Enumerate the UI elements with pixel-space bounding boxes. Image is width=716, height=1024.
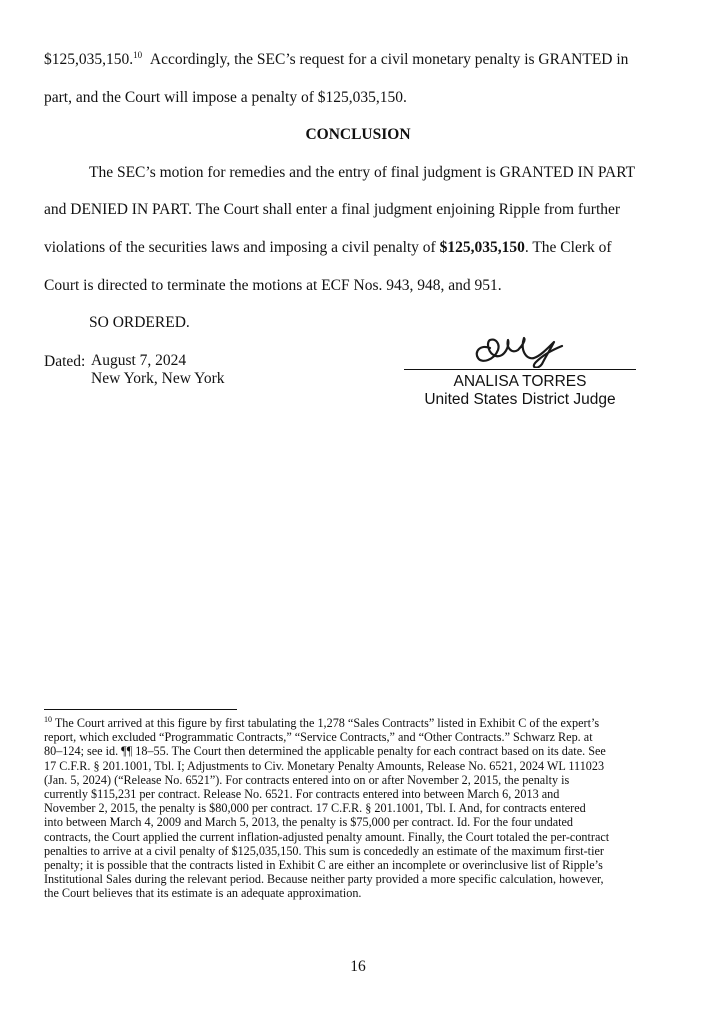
para2-line1: The SEC’s motion for remedies and the entry of final judgment is GRANTED IN PART: [89, 164, 636, 181]
footnote-line: $^{10}$ The Court arrived at this figure by first tabulating the 1,278 “Sales Contracts” listed in Exhibit C of the expert’s: [44, 714, 600, 730]
footnote-line: contracts, the Court applied the current inflation-adjusted penalty amount. Finally, the Court totaled the per-contract: [44, 829, 610, 844]
signature-line: [404, 369, 636, 370]
footnote-line: (Jan. 5, 2024) (“Release No. 6521”). For contracts entered into on or after November 2, 2015, the penalty is: [44, 772, 570, 787]
footnote-line: report, which excluded “Programmatic Contracts,” “Service Contracts,” and “Other Contracts.” Schwarz Rep. at: [44, 730, 593, 745]
footnote-line: penalty; it is possible that the contracts listed in Exhibit C are either an incomplete or overinclusive list of Ripple’s: [44, 858, 603, 873]
so-ordered: SO ORDERED.: [89, 314, 190, 331]
judge-title: United States District Judge: [424, 391, 616, 408]
footnote-line: currently $115,231 per contract. Release No. 6521. For contracts entered into between March 6, 2013 and: [44, 787, 560, 802]
footnote-ref-10[interactable]: 10: [133, 49, 143, 60]
footnote-10: [44, 716, 674, 901]
footnote-line: 17 C.F.R. § 201.1001, Tbl. I; Adjustments to Civ. Monetary Penalty Amounts, Release No. 6521, 2024 WL 111023: [44, 758, 605, 773]
footnote-line: 80–124; see id. ¶¶ 18–55. The Court then determined the applicable penalty for each contract based on its date. See: [44, 744, 606, 759]
page-number: 16: [350, 958, 366, 975]
para1-line2: part, and the Court will impose a penalty of $125,035,150.: [44, 89, 407, 106]
footnote-line: penalties to arrive at a civil penalty of $125,035,150. This sum is concededly an estimate of the maximum first-tier: [44, 843, 604, 858]
para1-text: Accordingly, the SEC’s request for a civil monetary penalty is GRANTED in: [149, 51, 629, 68]
para1-amount: $125,035,150.: [44, 51, 134, 68]
footnote-marker: 10: [44, 714, 52, 724]
dated-label: Dated:: [44, 353, 86, 370]
footnote-line: into between March 4, 2009 and March 5, 2013, the penalty is $75,000 per contract. Id. For the four undated: [44, 815, 574, 830]
signature-block: [404, 320, 636, 410]
para2-line2: and DENIED IN PART. The Court shall enter a final judgment enjoining Ripple from further: [44, 201, 621, 218]
footnote-line: Institutional Sales during the relevant period. Because neither party provided a more specific calculation, however,: [44, 872, 604, 887]
conclusion-heading: CONCLUSION: [305, 126, 411, 143]
dated-block: [91, 352, 225, 388]
footnote-separator: [44, 709, 237, 710]
footnote-line: the Court believes that its estimate is an adequate approximation.: [44, 886, 362, 901]
para2-line3-tail: . The Clerk of: [524, 239, 612, 256]
handwritten-signature-icon: [460, 320, 570, 368]
penalty-amount-bold: $125,035,150: [439, 239, 525, 256]
para2-line3: [44, 238, 612, 258]
footnote-line: November 2, 2015, the penalty is $80,000 per contract. 17 C.F.R. § 201.1001, Tbl. I. And, for contracts entered: [44, 801, 586, 816]
judge-name: ANALISA TORRES: [453, 373, 587, 390]
dated-date: August 7, 2024: [91, 352, 187, 369]
para1-line1: [44, 50, 628, 70]
dated-place: New York, New York: [91, 370, 225, 387]
para2-line3-text: violations of the securities laws and imposing a civil penalty of: [44, 239, 436, 256]
para2-line4: Court is directed to terminate the motions at ECF Nos. 943, 948, and 951.: [44, 277, 502, 294]
